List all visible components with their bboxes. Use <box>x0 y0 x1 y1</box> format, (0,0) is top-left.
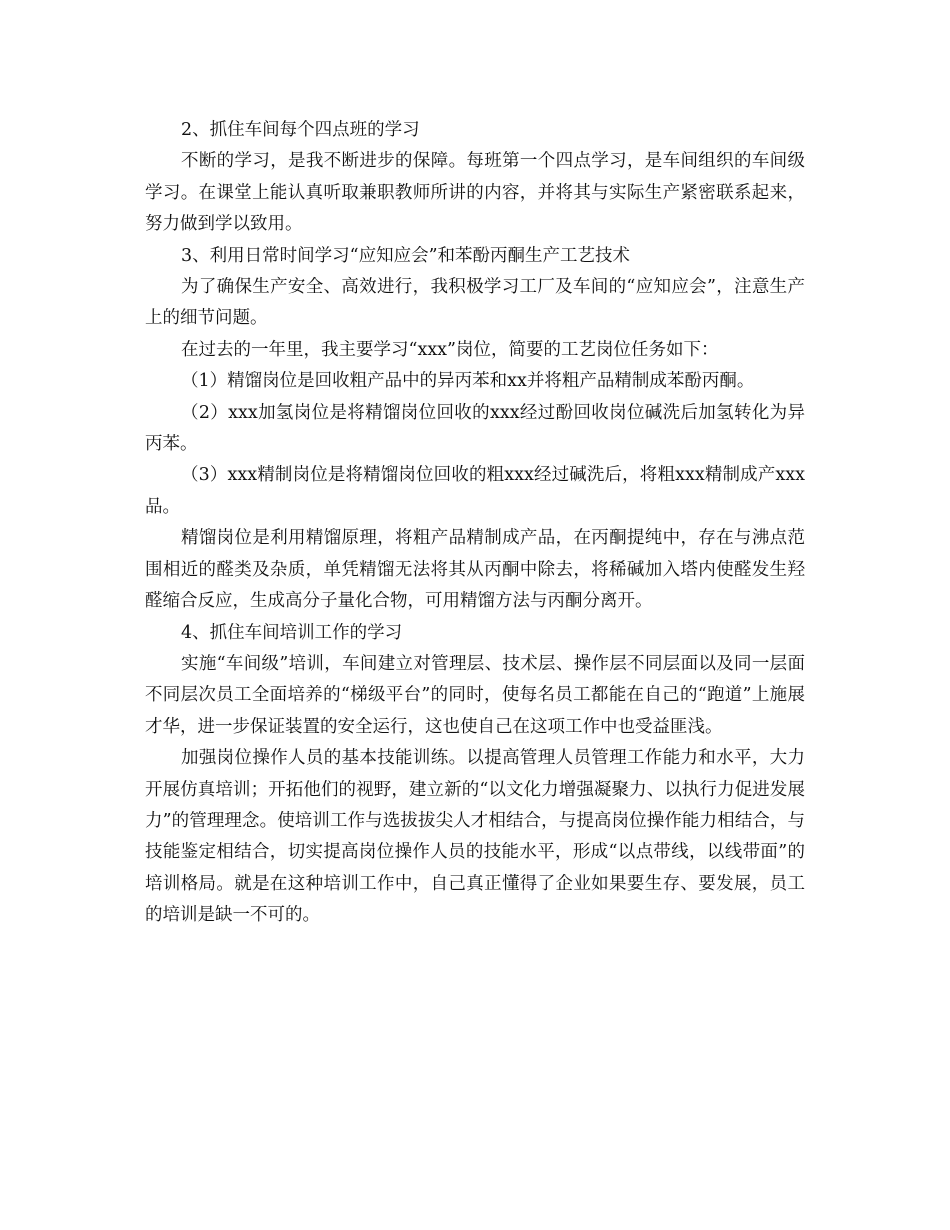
paragraph-workshop-training: 实施“车间级”培训，车间建立对管理层、技术层、操作层不同层面以及同一层面不同层次员工全面培养的“梯级平台”的同时，使每名员工都能在自己的“跑道”上施展才华，进一步保证装置的安全运行，这也使自己在这项工作中也受益匪浅。 <box>145 653 805 737</box>
list-item-rectification: （1）精馏岗位是回收粗产品中的异丙苯和xx并将粗产品精制成苯酚丙酮。 <box>181 371 755 392</box>
section-heading-3: 3、利用日常时间学习“应知应会”和苯酚丙酮生产工艺技术 <box>181 245 631 266</box>
list-item-refining: （3）xxx精制岗位是将精馏岗位回收的粗xxx经过碱洗后，将粗xxx精制成产xxx品。 <box>145 465 805 517</box>
paragraph-study: 不断的学习，是我不断进步的保障。每班第一个四点学习，是车间组织的车间级学习。在课堂上能认真听取兼职教师所讲的内容，并将其与实际生产紧密联系起来，努力做到学以致用。 <box>145 151 805 235</box>
section-heading-2: 2、抓住车间每个四点班的学习 <box>181 120 420 140</box>
list-item-hydrogenation: （2）xxx加氢岗位是将精馏岗位回收的xxx经过酚回收岗位碱洗后加氢转化为异丙苯。 <box>145 402 805 455</box>
paragraph-skill-training: 加强岗位操作人员的基本技能训练。以提高管理人员管理工作能力和水平，大力开展仿真培训；开拓他们的视野，建立新的“以文化力增强凝聚力、以执行力促进发展力”的管理理念。使培训工作与选拔拔尖人才相结合，与提高岗位操作能力相结合，与技能鉴定相结合，切实提高岗位操作人员的技能水平，形成“以点带线，以线带面”的培训格局。就是在这种培训工作中，自己真正懂得了企业如果要生存、要发展，员工的培训是缺一不可的。 <box>145 748 805 926</box>
document-body <box>145 115 805 932</box>
paragraph-rectification-principle: 精馏岗位是利用精馏原理，将粗产品精制成产品，在丙酮提纯中，存在与沸点范围相近的醛类及杂质，单凭精馏无法将其从丙酮中除去，将稀碱加入塔内使醛发生羟醛缩合反应，生成高分子量化合物，可用精馏方法与丙酮分离开。 <box>145 528 805 612</box>
section-heading-4: 4、抓住车间培训工作的学习 <box>181 622 403 643</box>
paragraph-positions-intro: 在过去的一年里，我主要学习“xxx”岗位，简要的工艺岗位任务如下： <box>181 339 719 360</box>
paragraph-safety: 为了确保生产安全、高效进行，我积极学习工厂及车间的“应知应会”，注意生产上的细节问题。 <box>145 277 805 329</box>
